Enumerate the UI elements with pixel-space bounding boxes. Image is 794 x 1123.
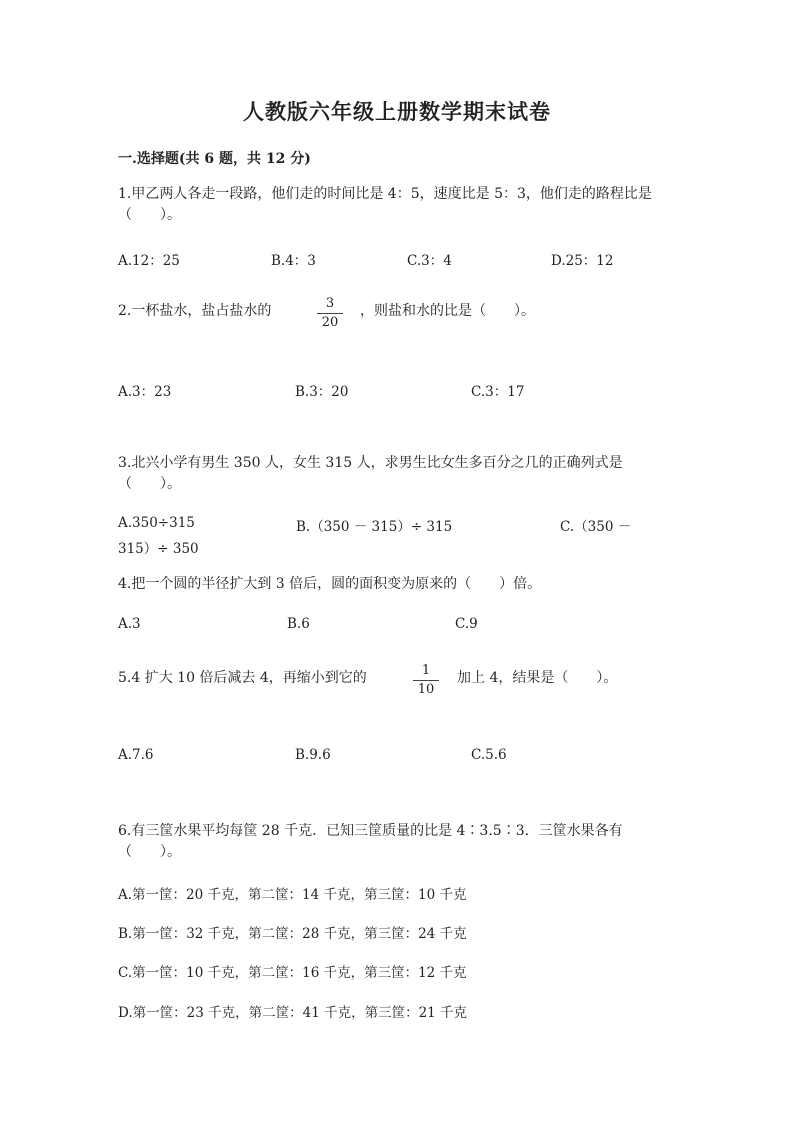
question-5-option-b[interactable]: B.9.6 xyxy=(295,747,331,763)
question-6-option-b[interactable]: B.第一筐：32 千克，第二筐：28 千克，第三筐：24 千克 xyxy=(118,926,467,942)
question-5-option-a[interactable]: A.7.6 xyxy=(118,747,154,763)
question-6-option-d[interactable]: D.第一筐：23 千克，第二筐：41 千克，第三筐：21 千克 xyxy=(118,1005,468,1021)
question-2-option-c[interactable]: C.3：17 xyxy=(471,384,525,400)
section-heading: 一.选择题(共 6 题，共 12 分) xyxy=(118,151,311,167)
question-1-text: 1.甲乙两人各走一段路，他们走的时间比是 4：5，速度比是 5：3，他们走的路程比是（ ）。 xyxy=(118,186,652,223)
question-3-option-a[interactable]: A.350÷315 xyxy=(118,515,195,531)
fraction-denominator: 20 xyxy=(321,315,339,330)
question-3-text: 3.北兴小学有男生 350 人，女生 315 人，求男生比女生多百分之几的正确列式是（ ）。 xyxy=(118,455,623,492)
question-4-option-c[interactable]: C.9 xyxy=(455,616,478,632)
question-1-option-b[interactable]: B.4：3 xyxy=(271,253,316,269)
question-6-text: 6.有三筐水果平均每筐 28 千克．已知三筐质量的比是 4∶3.5∶3．三筐水果各有（ ）。 xyxy=(118,823,623,860)
question-5-text-after: 加上 4，结果是（ ）。 xyxy=(457,670,618,686)
question-4-option-a[interactable]: A.3 xyxy=(118,616,141,632)
question-1-option-d[interactable]: D.25：12 xyxy=(551,253,614,269)
question-1-option-c[interactable]: C.3：4 xyxy=(407,253,452,269)
question-2-option-a[interactable]: A.3：23 xyxy=(118,384,172,400)
question-2-text-before: 2.一杯盐水，盐占盐水的 xyxy=(118,303,272,319)
question-5-option-c[interactable]: C.5.6 xyxy=(471,747,507,763)
question-2-text-after: ，则盐和水的比是（ ）。 xyxy=(360,303,535,319)
fraction-bar xyxy=(413,680,439,681)
question-5-text-before: 5.4 扩大 10 倍后减去 4，再缩小到它的 xyxy=(118,670,367,686)
question-3-option-b[interactable]: B.（350 － 315）÷ 315 xyxy=(296,519,453,535)
fraction-numerator: 3 xyxy=(325,296,335,311)
page-title: 人教版六年级上册数学期末试卷 xyxy=(243,99,551,124)
question-2-fraction xyxy=(317,296,343,331)
question-4-option-b[interactable]: B.6 xyxy=(287,616,310,632)
question-3-option-c[interactable]: C.（350 － xyxy=(560,519,632,535)
question-6-option-a[interactable]: A.第一筐：20 千克，第二筐：14 千克，第三筐：10 千克 xyxy=(118,887,467,903)
fraction-denominator: 10 xyxy=(417,682,435,697)
question-6-option-c[interactable]: C.第一筐：10 千克，第二筐：16 千克，第三筐：12 千克 xyxy=(118,965,467,981)
question-4-text: 4.把一个圆的半径扩大到 3 倍后，圆的面积变为原来的（ ）倍。 xyxy=(118,576,542,592)
question-3-option-c-continued: 315）÷ 350 xyxy=(118,541,199,557)
question-1-option-a[interactable]: A.12：25 xyxy=(118,253,180,269)
fraction-bar xyxy=(317,313,343,314)
question-2-option-b[interactable]: B.3：20 xyxy=(295,384,349,400)
fraction-numerator: 1 xyxy=(421,663,431,678)
question-5-fraction xyxy=(413,663,439,698)
